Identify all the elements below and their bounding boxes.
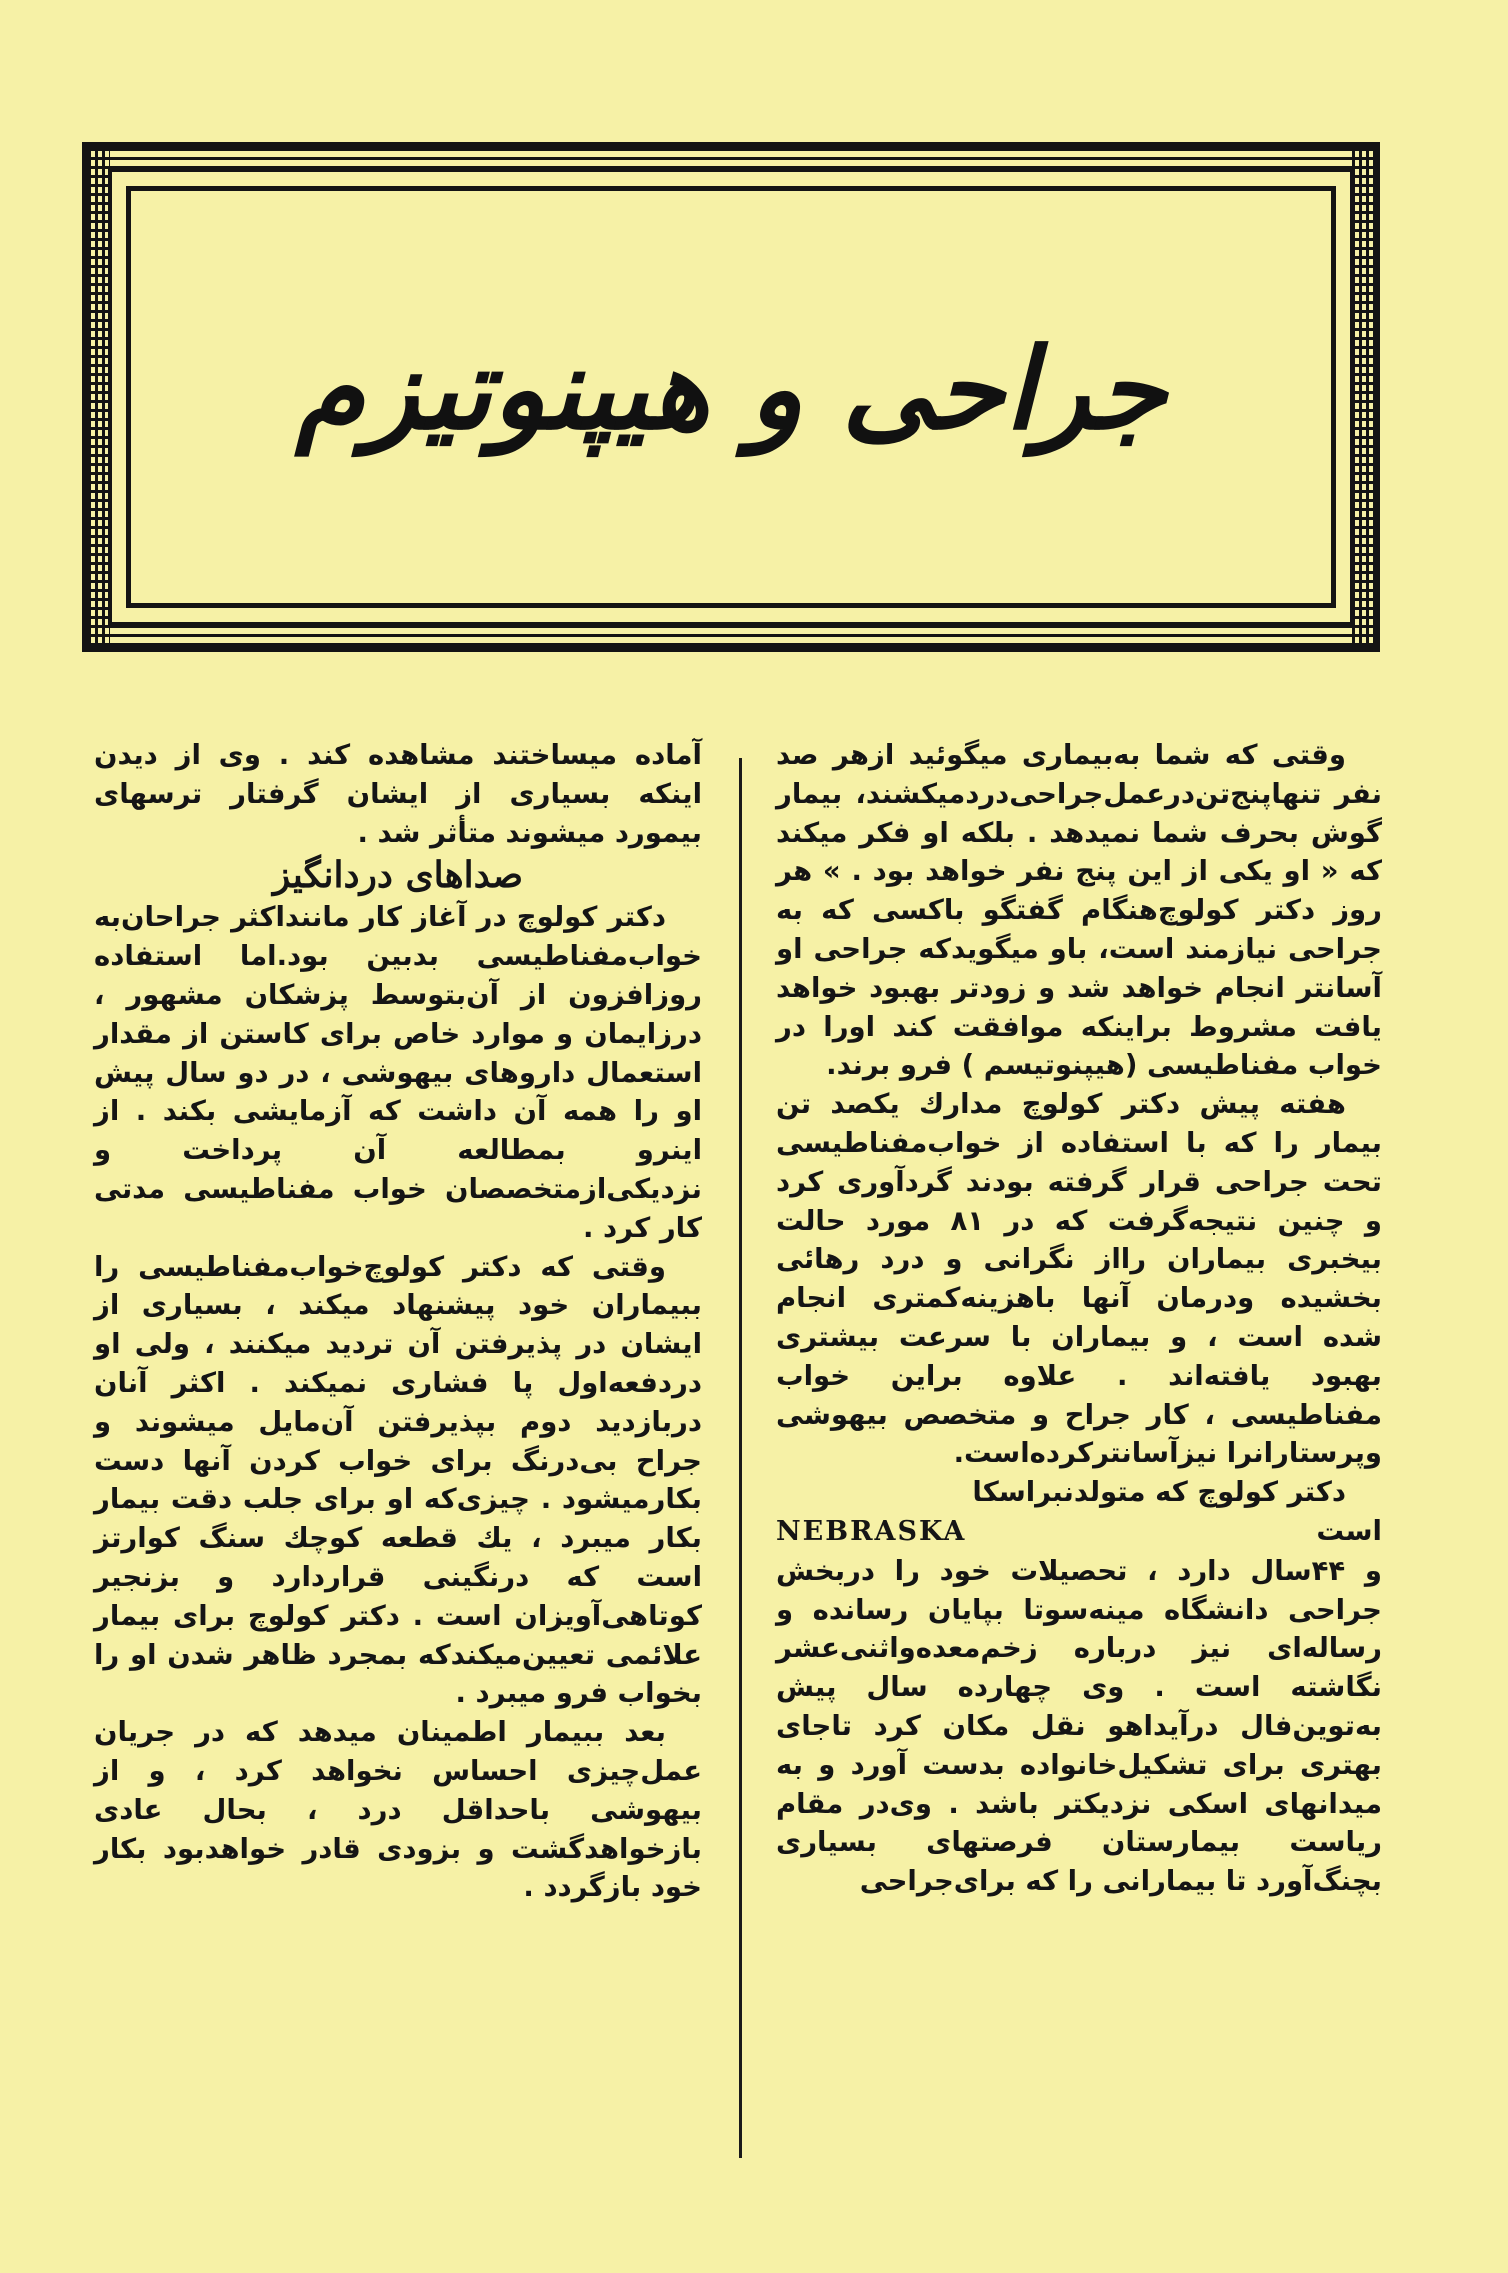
latin-place-name: NEBRASKA	[776, 1515, 967, 1547]
frame-border-right	[1352, 148, 1374, 646]
paragraph: و ۴۴سال دارد ، تحصیلات خود را دربخش جراحی دانشگاه مینه‌سوتا بپایان رسانده و رساله‌ای نیز درباره زخم‌معده‌واثنی‌عشر نگاشته است . وی چهارده سال پیش به‌توین‌فال درآیداهو نقل مکان کرد تاجای بهتری برای تشکیل‌خانواده بدست آورد و به میدانهای اسکی نزدیکتر باشد . وی‌در مقام ریاست بیمارستان فرصتهای بسیاری بچنگ‌آورد تا بیمارانی را که برای‌جراحی	[776, 1554, 1382, 1898]
right-column	[776, 736, 1382, 1901]
paragraph: دکتر کولوچ در آغاز کار مانندا‌کثر جراحان‌به خواب‌مفناطیسی بدبین بود.اما استفاده روزافزون از آن‌بتوسط پزشکان مشهور ، درزایمان و موارد خاص برای کاستن از مقدار استعمال داروهای بیهوشی ، در دو سال پیش او را همه آن داشت که آزمایشی بکند . از اینرو بمطالعه آن پرداخت و نزدیکی‌ازمتخصصان خواب مفناطیسی مدتی کار کرد .	[94, 901, 702, 1244]
article-title: جراحی و هیپنوتیزم	[295, 323, 1167, 455]
paragraph: بعد ببیمار اطمینان میدهد که در جریان عمل‌چیزی احساس نخواهد کرد ، و از بیهوشی باحداقل درد ، بحال عادی بازخواهدگشت و بزودی قادر خواهدبود بکار خود بازگردد .	[94, 1716, 702, 1904]
paragraph: آماده میساختند مشاهده کند . وی از دیدن اینکه بسیاری از ایشان گرفتار ترسهای بیمورد میشوند متأثر شد .	[94, 739, 702, 849]
paragraph-text: است	[1316, 1514, 1382, 1547]
left-column	[94, 736, 702, 1907]
frame-border-left	[88, 148, 110, 646]
frame-middle-band	[108, 168, 1354, 626]
paragraph-text: دکتر کولوچ که متولدنبراسکا	[972, 1476, 1346, 1509]
latin-name-row	[776, 1512, 1382, 1552]
paragraph: وقتی که دکتر کولوچ‌خواب‌مفناطیسی را ببیماران خود پیشنهاد میکند ، بسیاری از ایشان در پذیرفتن آن تردید میکنند ، ولی او دردفعه‌اول پا فشاری نمیکند . اکثر آنان دربازدید دوم بپذیرفتن آن‌مایل میشوند و جراح بی‌درنگ برای خواب کردن آنها دست بکارمیشود . چیزی‌که او برای جلب دقت بیمار بکار میبرد ، یك قطعه کوچك سنگ کوارتز است که درنگینی قراردارد و بزنجیر کوتاهی‌آویزان است . دکتر کولوچ برای بیمار علائمی تعیین‌میکندکه بمجرد ظاهر شدن او را بخواب فرو میبرد .	[94, 1250, 702, 1710]
column-divider	[739, 758, 742, 2158]
paragraph: وقتی که شما به‌بیماری میگوئید ازهر صد نفر تنها‌پنج‌تن‌درعمل‌جراحی‌درد‌میکشند، بیمار گوش بحرف شما نمیدهد . بلکه او فکر میکند که « او یکی از این پنج نفر خواهد بود . » هر روز دکتر کولوچ‌هنگام گفتگو باکسی که به جراحی نیازمند است، باو میگویدکه جراحی او آسانتر انجام خواهد شد و زودتر بهبود خواهد یافت مشروط براینکه موافقت کند اورا در خواب مفناطیسی (هیپنوتیسم ) فرو برند.	[776, 739, 1382, 1082]
paragraph	[776, 1473, 1382, 1512]
frame-inner-panel	[126, 186, 1336, 608]
ornamental-title-frame	[82, 142, 1380, 652]
section-subheading: صداهای دردانگیز	[272, 854, 524, 897]
paragraph: هفته پیش دکتر کولوچ مدارك یکصد تن بیمار را که با استفاده از خواب‌مفناطیسی تحت جراحی قرار گرفته بودند گردآوری کرد و چنین نتیجه‌گرفت که در ۸۱ مورد حالت بیخبری بیماران رااز نگرانی و درد رهائی بخشیده ودرمان آنها باهزینه‌کمتری انجام شده است ، و بیماران با سرعت بیشتری بهبود یافته‌اند . علاوه براین خواب مفناطیسی ، کار جراح و متخصص بیهوشی وپرستارانرا نیزآسانترکرده‌است.	[776, 1088, 1382, 1470]
